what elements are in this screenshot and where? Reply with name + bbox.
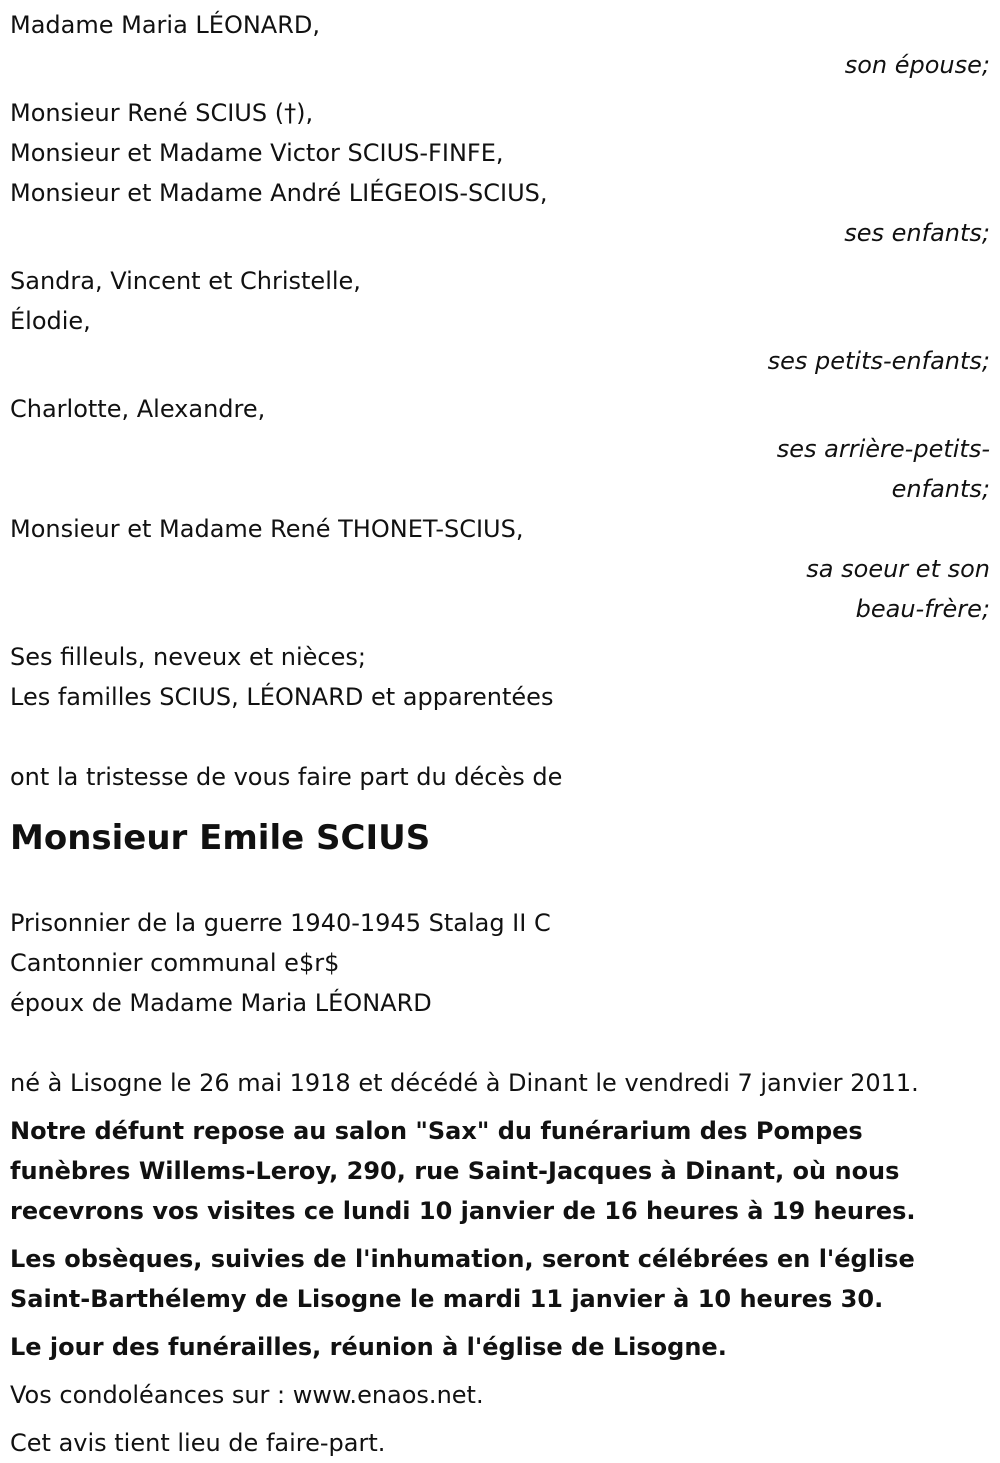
family-name: Charlotte, Alexandre,: [10, 395, 266, 423]
family-name: Élodie,: [10, 307, 91, 335]
family-group-great-grandchildren: [10, 389, 990, 509]
other-relatives-line: Les familles SCIUS, LÉONARD et apparentées: [10, 683, 554, 711]
deceased-name: Monsieur Emile SCIUS: [10, 818, 431, 858]
family-group-children: [10, 93, 990, 253]
family-role: sa soeur et son: [806, 555, 990, 583]
family-role: ses enfants;: [844, 219, 990, 247]
other-relatives: [10, 637, 990, 717]
family-group-sister: [10, 509, 990, 629]
family-name: Monsieur René SCIUS (†),: [10, 99, 314, 127]
deceased-title: époux de Madame Maria LÉONARD: [10, 989, 432, 1017]
family-role: beau-frère;: [855, 595, 990, 623]
condolences-info: Vos condoléances sur : www.enaos.net.: [10, 1381, 484, 1409]
deceased-titles: [10, 903, 990, 1023]
family-group-grandchildren: [10, 261, 990, 381]
funeral-info: Les obsèques, suivies de l'inhumation, seront célébrées en l'église Saint-Barthélemy de Lisogne le mardi 11 janvier à 10 heures 30.: [10, 1245, 915, 1313]
family-role: ses petits-enfants;: [767, 347, 990, 375]
birth-death-dates: né à Lisogne le 26 mai 1918 et décédé à Dinant le vendredi 7 janvier 2011.: [10, 1069, 919, 1097]
notice-text: Cet avis tient lieu de faire-part.: [10, 1429, 386, 1457]
family-name: Madame Maria LÉONARD,: [10, 11, 320, 39]
other-relatives-line: Ses filleuls, neveux et nièces;: [10, 643, 366, 671]
family-name: Monsieur et Madame André LIÉGEOIS-SCIUS,: [10, 179, 548, 207]
deceased-title: Prisonnier de la guerre 1940-1945 Stalag II C: [10, 909, 551, 937]
announcement-text: ont la tristesse de vous faire part du décès de: [10, 763, 563, 791]
family-role: ses arrière-petits-: [776, 435, 990, 463]
visitation-info: Notre défunt repose au salon "Sax" du funérarium des Pompes funèbres Willems-Leroy, 290, rue Saint-Jacques à Dinant, où nous recevrons vos visites ce lundi 10 janvier de 16 heures à 19 heures.: [10, 1117, 916, 1225]
family-group-spouse: [10, 5, 990, 85]
family-role: enfants;: [891, 475, 990, 503]
family-role: son épouse;: [844, 51, 990, 79]
family-name: Sandra, Vincent et Christelle,: [10, 267, 361, 295]
meeting-info: Le jour des funérailles, réunion à l'église de Lisogne.: [10, 1333, 727, 1361]
family-name: Monsieur et Madame René THONET-SCIUS,: [10, 515, 524, 543]
deceased-title: Cantonnier communal e$r$: [10, 949, 340, 977]
family-name: Monsieur et Madame Victor SCIUS-FINFE,: [10, 139, 504, 167]
